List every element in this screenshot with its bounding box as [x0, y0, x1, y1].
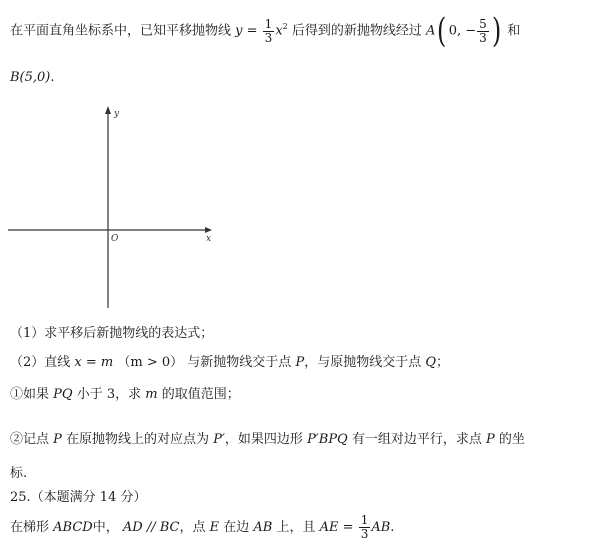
coordinate-axes: [8, 98, 218, 310]
p25-text-d: 在边: [223, 520, 250, 535]
q2-text-c: ，与原抛物线交于点: [304, 355, 422, 370]
point-a-x: 0, −: [448, 23, 477, 39]
sub2-text-a: ②记点: [10, 432, 50, 447]
problem24-intro: [10, 11, 521, 51]
sub-question-2-cont: [10, 462, 27, 481]
q2-condition: （m > 0）: [117, 355, 184, 370]
and-word: 和: [507, 23, 521, 39]
problem25-header: [10, 486, 146, 505]
intro-text-a: 在平面直角坐标系中，已知平移抛物线: [10, 23, 232, 39]
x-axis-label: x: [206, 234, 212, 244]
eq-exponent: 2: [282, 22, 288, 32]
right-paren: ): [491, 11, 502, 51]
p25-fraction: [359, 514, 371, 541]
y-axis-label: y: [114, 109, 120, 119]
eq-coefficient-fraction: [263, 18, 275, 45]
p25-text-f: .: [390, 520, 395, 535]
sub2-text-d: 有一组对边平行，求点: [351, 432, 482, 447]
sub2-text-e: 的坐: [498, 432, 525, 447]
sub2-point-p-prime: P′: [213, 432, 225, 447]
origin-label: O: [111, 234, 119, 244]
sub2-point-p-2: P: [486, 432, 495, 447]
problem25-header-text: 25.（本题满分 14 分）: [10, 490, 147, 505]
sub2-text-c: ，如果四边形: [224, 432, 303, 447]
p25-frac-den: 3: [360, 527, 369, 541]
point-a-y-fraction: [477, 18, 489, 45]
problem25-text: [10, 514, 394, 541]
p25-ae-eq: AE =: [319, 520, 354, 535]
point-a-y-num: 5: [479, 16, 487, 31]
p25-ab: AB: [253, 520, 273, 535]
intro-text-b: 后得到的新抛物线经过: [291, 23, 422, 39]
eq-lhs: y =: [235, 23, 258, 39]
p25-abcd: ABCD: [53, 520, 93, 535]
x-axis-arrow: [205, 227, 212, 233]
question-1-text: （1）求平移后新抛物线的表达式；: [10, 326, 214, 341]
sub1-pq: PQ: [53, 387, 73, 402]
sub2-quadrilateral: P′BPQ: [307, 432, 348, 447]
q2-text-d: ；: [436, 355, 450, 370]
eq-coef-num: 1: [264, 16, 273, 31]
eq-var: x: [275, 23, 283, 39]
q2-point-p: P: [295, 355, 305, 370]
sub1-m: m: [145, 387, 158, 402]
q2-point-q: Q: [425, 355, 437, 370]
sub1-text-b: 小于 3，求: [76, 387, 142, 402]
question-2: [10, 351, 449, 370]
p25-ab-2: AB: [371, 520, 391, 535]
sub2-point-p: P: [53, 432, 62, 447]
sub2-text-f: 标.: [10, 466, 28, 481]
p25-parallel: AD // BC: [122, 520, 180, 535]
p25-text-e: 上，且: [276, 520, 316, 535]
eq-coef-den: 3: [264, 30, 273, 45]
p25-text-a: 在梯形: [10, 520, 50, 535]
sub-question-2: [10, 428, 525, 447]
sub-question-1: [10, 383, 240, 402]
point-a-y-den: 3: [479, 30, 487, 45]
y-axis-arrow: [105, 106, 111, 114]
q2-text-a: （2）直线: [10, 355, 71, 370]
point-b-line: [10, 70, 55, 85]
p25-point-e: E: [209, 520, 220, 535]
sub1-text-a: ①如果: [10, 387, 50, 402]
left-paren: (: [437, 11, 447, 51]
q2-text-b: 与新抛物线交于点: [187, 355, 292, 370]
q2-equation: x = m: [74, 355, 114, 370]
period: .: [50, 70, 55, 85]
sub1-text-c: 的取值范围；: [161, 387, 240, 402]
point-b: B(5,0): [10, 70, 51, 85]
p25-frac-num: 1: [360, 513, 369, 527]
p25-text-c: ，点: [179, 520, 206, 535]
sub2-text-b: 在原抛物线上的对应点为: [66, 432, 210, 447]
point-a-name: A: [426, 23, 436, 39]
question-1: [10, 322, 213, 341]
p25-text-b: 中，: [92, 520, 119, 535]
